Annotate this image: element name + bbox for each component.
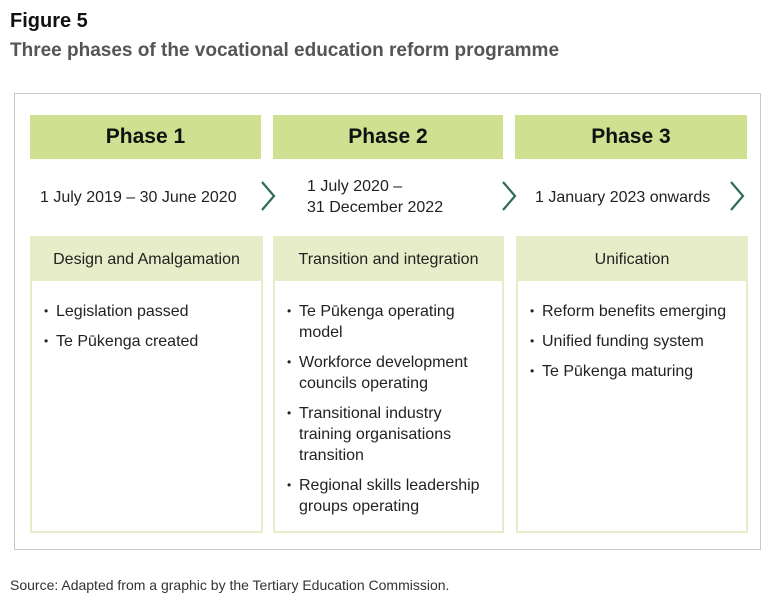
list-item: • Legislation passed [44,301,251,322]
list-item: • Te Pūkenga operating model [287,301,492,343]
phase-1-bullet-list [32,281,261,352]
phase-2-bullet-list [275,281,502,517]
phase-3-date-line1: 1 January 2023 onwards [535,188,711,206]
phase-1-header: Phase 1 [30,115,261,159]
list-item: • Transitional industry training organisations transition [287,403,492,466]
phase-2-stage-box [273,236,504,533]
phase-1-stage-box [30,236,263,533]
chevron-right-icon [500,179,518,213]
phase-2-date-line2: 31 December 2022 [307,199,444,216]
list-item: • Unified funding system [530,331,736,352]
chevron-right-icon [728,179,746,213]
phase-2-date-line1: 1 July 2020 – [307,178,403,195]
phase-3-header: Phase 3 [515,115,747,159]
phase-1-date-line1: 1 July 2019 – 30 June 2020 [40,188,237,206]
phase-2-stage-title: Transition and integration [275,238,502,281]
phase-2-header: Phase 2 [273,115,503,159]
figure-title: Three phases of the vocational education reform programme [10,40,560,61]
phase-3-stage-box [516,236,748,533]
phase-3-bullet-list [518,281,746,382]
phase-1-stage-title: Design and Amalgamation [32,238,261,281]
list-item: • Te Pūkenga maturing [530,361,736,382]
list-item: • Regional skills leadership groups operating [287,475,492,517]
phase-1-date [40,175,255,219]
figure-label: Figure 5 [10,10,88,32]
chevron-right-icon [259,179,277,213]
list-item: • Reform benefits emerging [530,301,736,322]
phase-3-stage-title: Unification [518,238,746,281]
source-note: Source: Adapted from a graphic by the Tertiary Education Commission. [10,577,450,593]
phase-3-date [535,175,730,219]
list-item: • Workforce development councils operating [287,352,492,394]
phase-2-date [307,175,497,219]
list-item: • Te Pūkenga created [44,331,251,352]
